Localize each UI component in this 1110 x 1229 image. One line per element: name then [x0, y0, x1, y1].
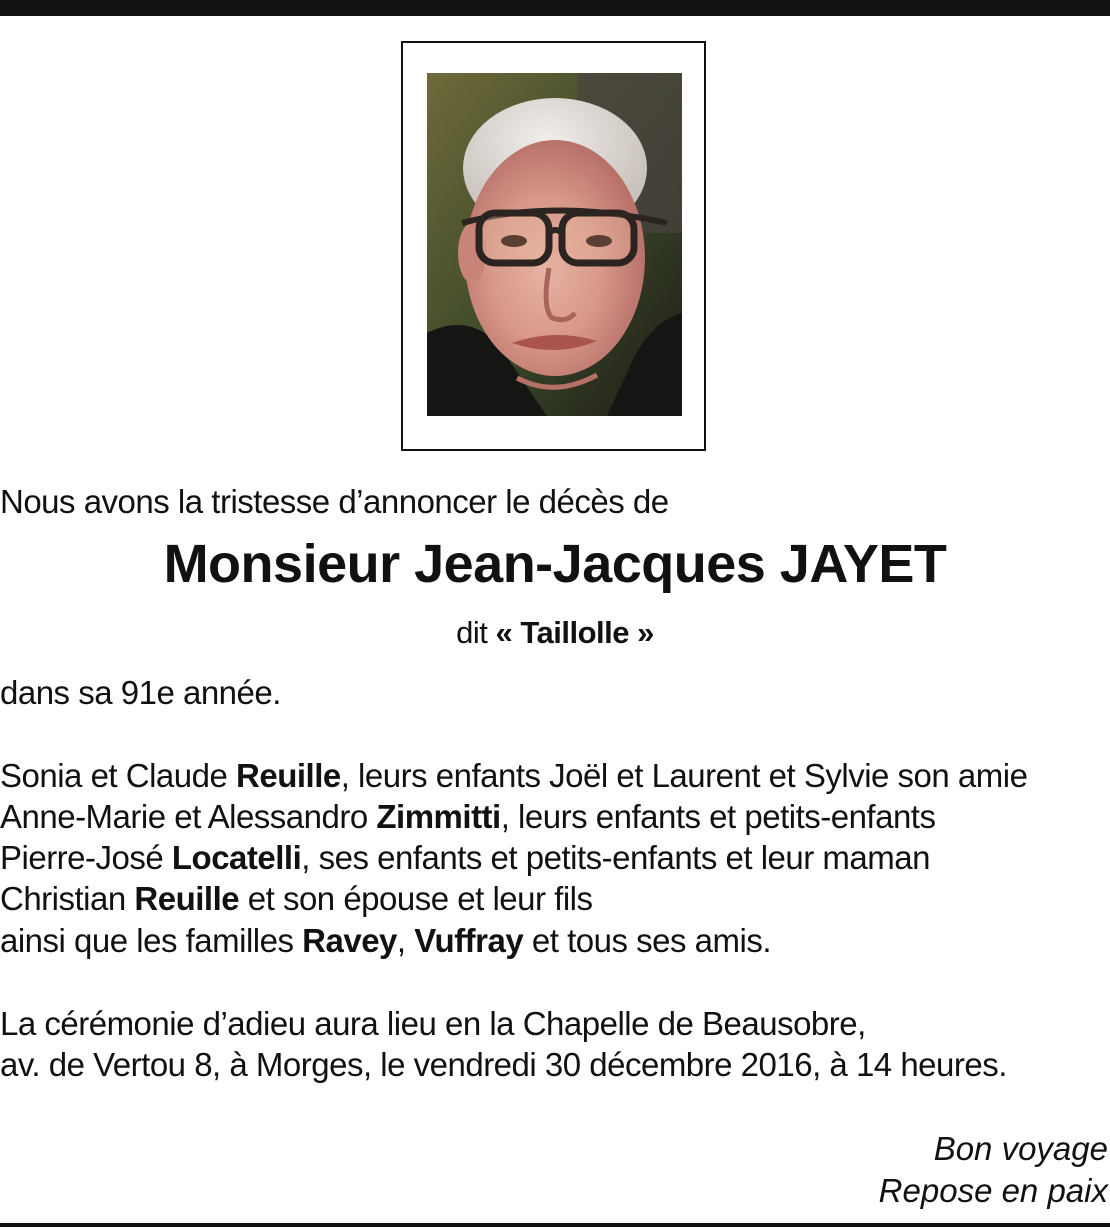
family-line-text: , leurs enfants Joël et Laurent et Sylvie son amie: [340, 757, 1028, 794]
portrait-frame: [401, 41, 706, 451]
family-surname: Vuffray: [414, 922, 524, 959]
closing-line: Repose en paix: [878, 1172, 1108, 1209]
family-surname: Locatelli: [171, 839, 302, 876]
nickname-prefix: dit: [456, 615, 496, 650]
portrait-photo: [427, 73, 682, 416]
age-text: dans sa 91e année.: [0, 674, 281, 711]
deceased-name: Monsieur Jean-Jacques JAYET: [163, 534, 947, 594]
closing-line: Bon voyage: [933, 1130, 1108, 1167]
family-line-text: Anne-Marie et Alessandro: [0, 798, 377, 835]
bottom-rule: [0, 1223, 1110, 1227]
families-line-text: ainsi que les familles: [0, 922, 303, 959]
family-line-text: , leurs enfants et petits-enfants: [500, 798, 936, 835]
family-line: [0, 756, 1027, 796]
family-surname: Ravey: [302, 922, 397, 959]
families-line: [0, 921, 771, 961]
families-line-separator: ,: [396, 922, 415, 959]
ceremony-line: La cérémonie d’adieu aura lieu en la Chapelle de Beausobre,: [0, 1005, 866, 1042]
nickname-line: [0, 613, 1110, 653]
family-line: [0, 879, 592, 919]
family-line-text: Pierre-José: [0, 839, 172, 876]
family-line-text: Sonia et Claude: [0, 757, 237, 794]
family-line-text: et son épouse et leur fils: [239, 880, 593, 917]
family-line-text: , ses enfants et petits-enfants et leur maman: [301, 839, 930, 876]
family-surname: Reuille: [236, 757, 341, 794]
top-rule: [0, 0, 1110, 16]
nickname: « Taillolle »: [495, 615, 654, 650]
ceremony-line: av. de Vertou 8, à Morges, le vendredi 30 décembre 2016, à 14 heures.: [0, 1046, 1007, 1083]
family-line: [0, 797, 935, 837]
families-line-text: et tous ses amis.: [523, 922, 771, 959]
family-surname: Reuille: [134, 880, 240, 917]
family-line-text: Christian: [0, 880, 135, 917]
intro-text: Nous avons la tristesse d’annoncer le décès de: [0, 483, 669, 520]
family-line: [0, 838, 930, 878]
family-surname: Zimmitti: [376, 798, 501, 835]
